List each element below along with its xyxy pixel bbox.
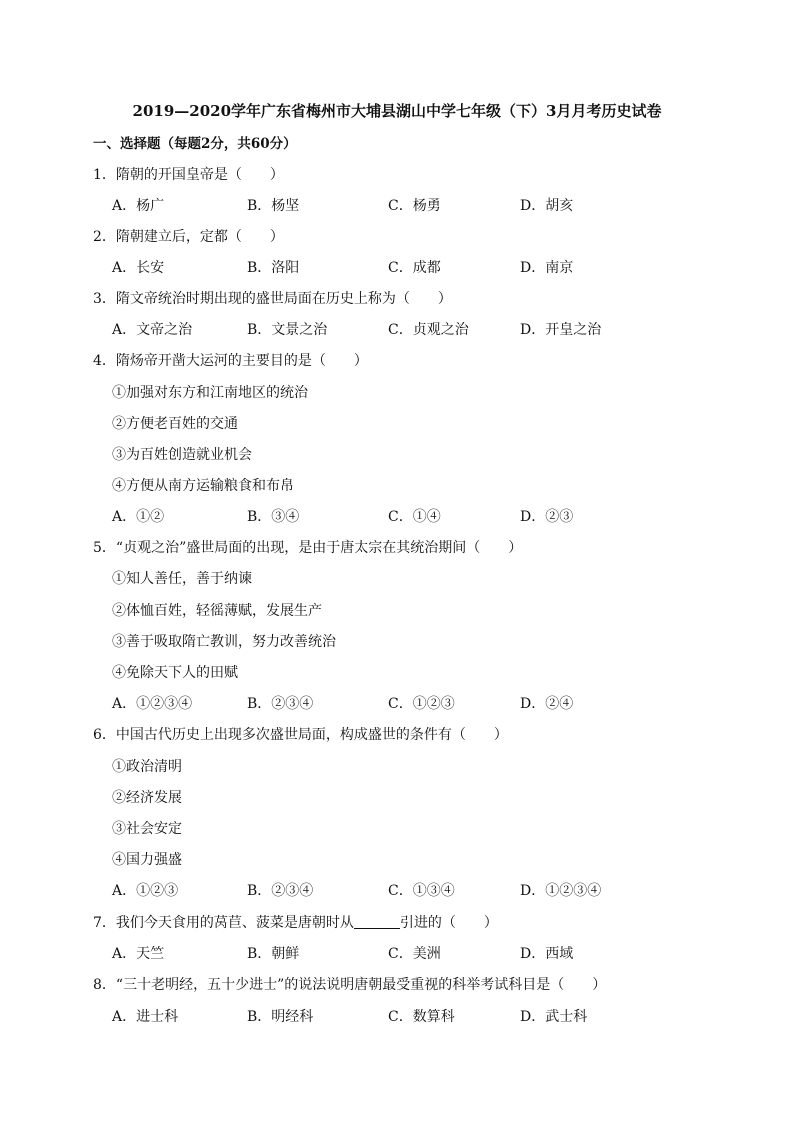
question-3-stem: 3．隋文帝统治时期出现的盛世局面在历史上称为（ ）: [93, 291, 452, 307]
question-3-options: [0, 319, 794, 339]
option-c[interactable]: C．杨勇: [388, 198, 441, 214]
statement-1: ①加强对东方和江南地区的统治: [112, 385, 308, 401]
option-d[interactable]: D．②③: [520, 509, 574, 525]
statement-3: ③社会安定: [112, 821, 182, 837]
question-1-options: [0, 195, 794, 215]
exam-title: 2019—2020学年广东省梅州市大埔县湖山中学七年级（下）3月月考历史试卷: [132, 102, 662, 120]
option-b[interactable]: B．朝鲜: [247, 946, 300, 962]
option-d[interactable]: D．西域: [520, 946, 574, 962]
option-b[interactable]: B．文景之治: [247, 322, 328, 338]
question-4-stem: 4．隋炀帝开凿大运河的主要目的是（ ）: [93, 353, 368, 369]
statement-3: ③为百姓创造就业机会: [112, 447, 252, 463]
question-8-stem: 8．“三十老明经，五十少进士”的说法说明唐朝最受重视的科举考试科目是（ ）: [93, 977, 607, 993]
option-a[interactable]: A．①②③④: [112, 696, 193, 712]
question-7-stem: [93, 912, 498, 932]
question-7-stem-before: 7．我们今天食用的莴苣、菠菜是唐朝时从: [93, 915, 354, 931]
option-c[interactable]: C．①④: [388, 509, 441, 525]
option-d[interactable]: D．南京: [520, 260, 574, 276]
question-7-stem-after: 引进的（ ）: [399, 915, 498, 931]
option-b[interactable]: B．明经科: [247, 1009, 314, 1025]
option-a[interactable]: A．①②③: [112, 883, 179, 899]
question-2-options: [0, 257, 794, 277]
option-d[interactable]: D．武士科: [520, 1009, 588, 1025]
option-c[interactable]: C．贞观之治: [388, 322, 469, 338]
option-b[interactable]: B．③④: [247, 509, 300, 525]
statement-1: ①政治清明: [112, 759, 182, 775]
option-d[interactable]: D．②④: [520, 696, 574, 712]
statement-2: ②方便老百姓的交通: [112, 416, 238, 432]
question-8-options: [0, 1006, 794, 1026]
question-6-stem: 6．中国古代历史上出现多次盛世局面，构成盛世的条件有（ ）: [93, 727, 508, 743]
option-a[interactable]: A．杨广: [112, 198, 165, 214]
statement-2: ②体恤百姓，轻徭薄赋，发展生产: [112, 603, 322, 619]
question-2-stem: 2．隋朝建立后，定都（ ）: [93, 229, 284, 245]
question-1-stem: 1．隋朝的开国皇帝是（ ）: [93, 167, 284, 183]
option-a[interactable]: A．①②: [112, 509, 165, 525]
option-c[interactable]: C．成都: [388, 260, 441, 276]
question-5-stem: 5．“贞观之治”盛世局面的出现，是由于唐太宗在其统治期间（ ）: [93, 540, 523, 556]
option-a[interactable]: A．进士科: [112, 1009, 179, 1025]
option-b[interactable]: B．②③④: [247, 883, 314, 899]
section-heading: 一、选择题（每题2分，共60分）: [93, 136, 297, 152]
statement-4: ④国力强盛: [112, 852, 182, 868]
statement-4: ④免除天下人的田赋: [112, 665, 238, 681]
statement-4: ④方便从南方运输粮食和布帛: [112, 478, 294, 494]
option-d[interactable]: D．①②③④: [520, 883, 602, 899]
question-6-options: [0, 880, 794, 900]
option-c[interactable]: C．①③④: [388, 883, 455, 899]
option-b[interactable]: B．杨坚: [247, 198, 300, 214]
option-a[interactable]: A．长安: [112, 260, 165, 276]
option-b[interactable]: B．洛阳: [247, 260, 300, 276]
option-b[interactable]: B．②③④: [247, 696, 314, 712]
question-7-options: [0, 943, 794, 963]
option-a[interactable]: A．天竺: [112, 946, 165, 962]
statement-2: ②经济发展: [112, 790, 182, 806]
option-c[interactable]: C．美洲: [388, 946, 441, 962]
option-a[interactable]: A．文帝之治: [112, 322, 193, 338]
option-d[interactable]: D．开皇之治: [520, 322, 602, 338]
statement-3: ③善于吸取隋亡教训，努力改善统治: [112, 634, 336, 650]
statement-1: ①知人善任，善于纳谏: [112, 571, 252, 587]
fill-in-blank[interactable]: [354, 914, 400, 929]
option-c[interactable]: C．①②③: [388, 696, 455, 712]
question-4-options: [0, 506, 794, 526]
option-c[interactable]: C．数算科: [388, 1009, 455, 1025]
option-d[interactable]: D．胡亥: [520, 198, 574, 214]
question-5-options: [0, 693, 794, 713]
